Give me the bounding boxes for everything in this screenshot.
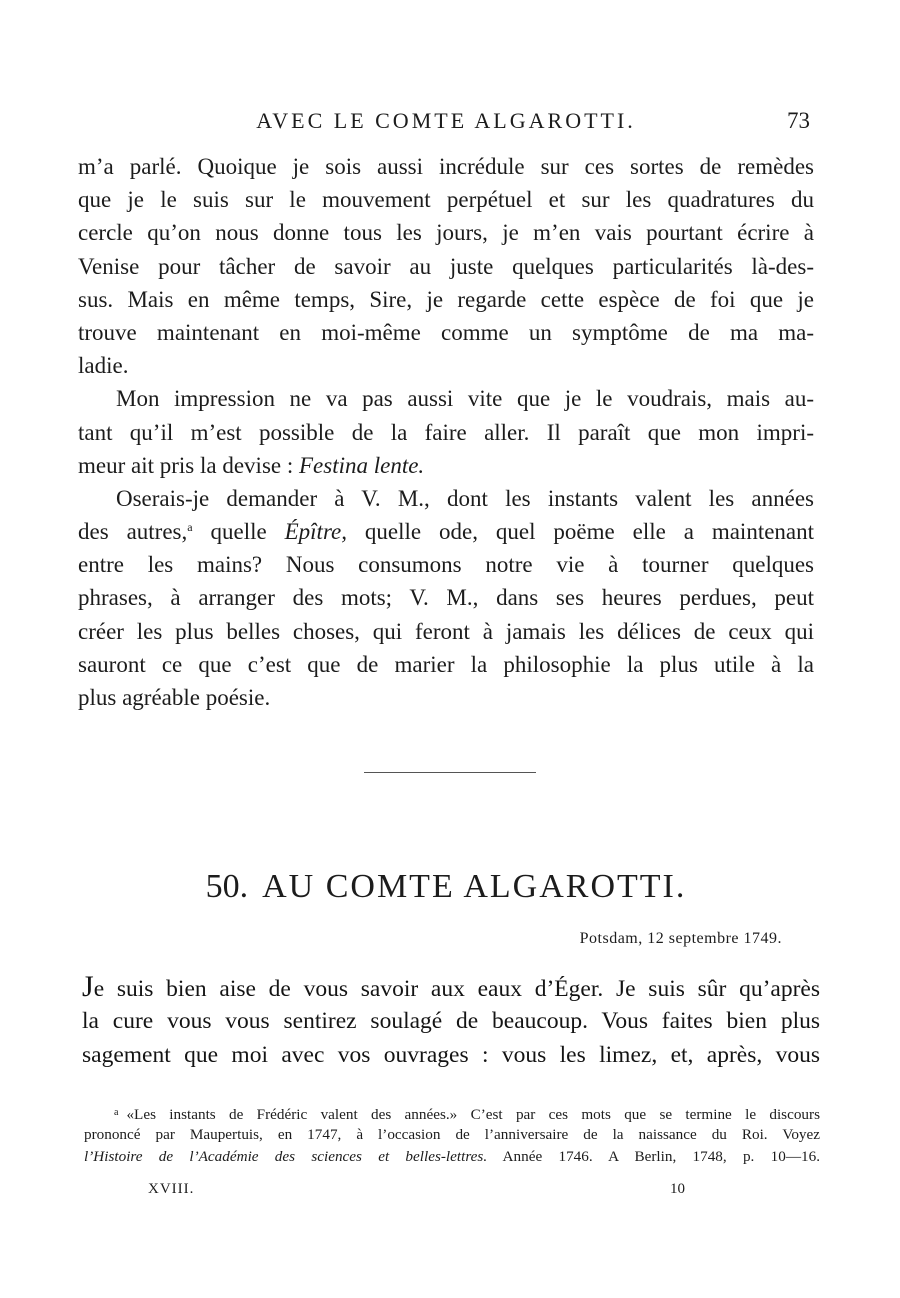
text-line: cercle qu’on nous donne tous les jours, je m’en vais pourtant écrire à (78, 220, 814, 246)
dateline: Potsdam, 12 septembre 1749. (579, 930, 782, 947)
text-line: sus. Mais en même temps, Sire, je regarde cette espèce de foi que je (78, 286, 814, 312)
text-fragment: Année 1746. A Berlin, 1748, p. 10—16. (487, 1148, 820, 1165)
text-fragment: des autres, (78, 519, 188, 545)
text-fragment: quelle ode, quel poëme elle a maintenant (347, 519, 815, 545)
text-fragment: e suis bien aise de vous savoir aux eaux d’Éger. Je suis sûr qu’après (93, 976, 820, 1002)
italic-phrase: Épître, (284, 519, 347, 545)
text-line: la cure vous vous sentirez soulagé de beaucoup. Vous faites bien plus (82, 1008, 820, 1034)
text-fragment: meur ait pris la devise : (78, 452, 299, 478)
text-line: trouve maintenant en moi-même comme un symptôme de ma ma- (78, 319, 814, 345)
text-line: ladie. (78, 353, 129, 379)
letter-heading (78, 868, 814, 906)
section-divider (364, 772, 536, 773)
text-line (82, 970, 820, 1004)
text-line (78, 515, 814, 548)
running-title: AVEC LE COMTE ALGAROTTI. (256, 108, 636, 133)
footnote-line: prononcé par Maupertuis, en 1747, à l’occasion de l’anniversaire de la naissance du Roi. Voyez (84, 1126, 820, 1143)
text-line: m’a parlé. Quoique je sois aussi incrédule sur ces sortes de remèdes (78, 154, 814, 179)
italic-phrase: Festina lente. (299, 452, 425, 478)
volume-signature: XVIII. (148, 1181, 195, 1197)
letter-title: AU COMTE ALGAROTTI. (262, 868, 687, 905)
running-head (78, 108, 814, 138)
text-line: que je le suis sur le mouvement perpétuel et sur les quadratures du (78, 187, 814, 213)
text-line: phrases, à arranger des mots; V. M., dans ses heures perdues, peut (78, 585, 814, 611)
paragraph-3 (78, 482, 814, 714)
footnote-line (84, 1102, 820, 1124)
paragraph-2 (78, 382, 814, 482)
text-line: Mon impression ne va pas aussi vite que je le voudrais, mais au- (116, 386, 814, 412)
text-fragment: quelle (192, 519, 285, 545)
footnote (84, 1102, 820, 1168)
text-line: tant qu’il m’est possible de la faire aller. Il paraît que mon impri- (78, 419, 814, 445)
text-line: entre les mains? Nous consumons notre vie à tourner quelques (78, 552, 814, 578)
text-line: créer les plus belles choses, qui feront à jamais les délices de ceux qui (78, 618, 814, 644)
text-line (78, 449, 814, 482)
page-number: 73 (787, 108, 810, 133)
initial-letter: J (82, 970, 94, 1003)
text-line: sauront ce que c’est que de marier la philosophie la plus utile à la (78, 651, 814, 677)
footnote-line (84, 1146, 820, 1168)
text-line: sagement que moi avec vos ouvrages : vous les limez, et, après, vous (82, 1042, 820, 1068)
footnote-reference: a (187, 520, 193, 535)
footnote-marker: a (114, 1107, 119, 1118)
body-text (78, 150, 814, 714)
italic-phrase: l’Histoire de l’Académie des sciences et belles-lettres. (84, 1148, 488, 1165)
text-line: Oserais-je demander à V. M., dont les instants valent les années (116, 485, 814, 511)
paragraph-1 (78, 150, 814, 382)
sheet-number: 10 (670, 1181, 685, 1197)
letter-body (82, 970, 820, 1072)
letter-number: 50. (205, 868, 249, 905)
text-line: plus agréable poésie. (78, 685, 271, 710)
text-fragment: «Les instants de Frédéric valent des années.» C’est par ces mots que se termine le discours (126, 1106, 820, 1123)
text-line: Venise pour tâcher de savoir au juste quelques particularités là-des- (78, 253, 814, 279)
